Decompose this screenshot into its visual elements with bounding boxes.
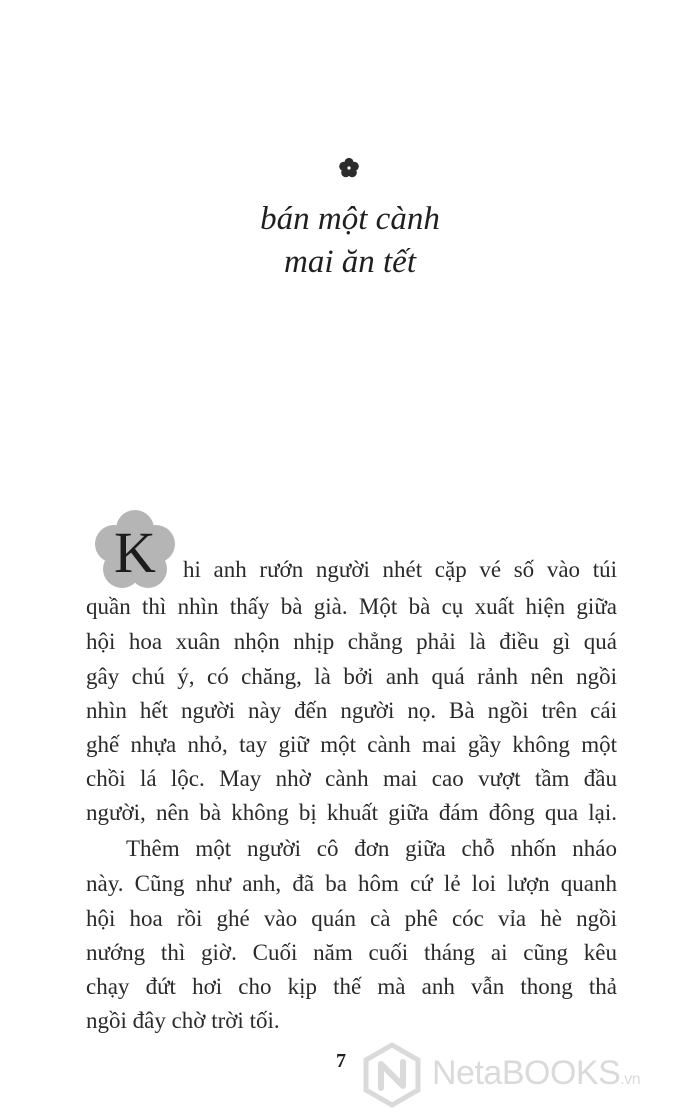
watermark-brand: NetaBOOKS: [432, 1054, 621, 1092]
watermark: [362, 1040, 692, 1110]
chapter-title-line: mai ăn tết: [284, 244, 416, 280]
text-line: này. Cũng như anh, đã ba hôm cứ lẻ loi lượn quanh: [86, 871, 617, 896]
flower-icon: [337, 156, 361, 180]
text-line: người, nên bà không bị khuất giữa đám đông qua lại.: [86, 800, 617, 825]
text-line: hi anh rướn người nhét cặp vé số vào túi: [183, 557, 617, 582]
drop-cap-letter: K: [114, 520, 156, 585]
text-line: Thêm một người cô đơn giữa chỗ nhốn nháo: [126, 836, 617, 861]
watermark-text: [432, 1054, 640, 1093]
text-line: chạy đứt hơi cho kịp thế mà anh vẫn thong thả: [86, 974, 617, 999]
text-line: ghế nhựa nhỏ, tay giữ một cành mai gầy không một: [86, 732, 617, 757]
text-line: nướng thì giờ. Cuối năm cuối tháng ai cũng kêu: [86, 940, 617, 965]
text-line: chồi lá lộc. May nhờ cành mai cao vượt tầm đầu: [86, 766, 617, 791]
watermark-suffix: .vn: [620, 1071, 641, 1088]
text-line: hội hoa xuân nhộn nhịp chẳng phải là điều gì quá: [86, 629, 617, 654]
text-line: gây chú ý, có chăng, là bởi anh quá rảnh nên ngồi: [86, 664, 617, 689]
text-line: hội hoa rồi ghé vào quán cà phê cóc vỉa hè ngồi: [86, 906, 617, 931]
netabooks-logo-icon: [362, 1042, 422, 1108]
chapter-title-line: bán một cành: [260, 201, 440, 237]
text-line: quần thì nhìn thấy bà già. Một bà cụ xuất hiện giữa: [86, 594, 617, 619]
page-number: 7: [336, 1050, 346, 1072]
text-line: ngồi đây chờ trời tối.: [86, 1008, 280, 1033]
text-line: nhìn hết người này đến người nọ. Bà ngồi trên cái: [86, 698, 617, 723]
chapter-title: [0, 198, 700, 284]
